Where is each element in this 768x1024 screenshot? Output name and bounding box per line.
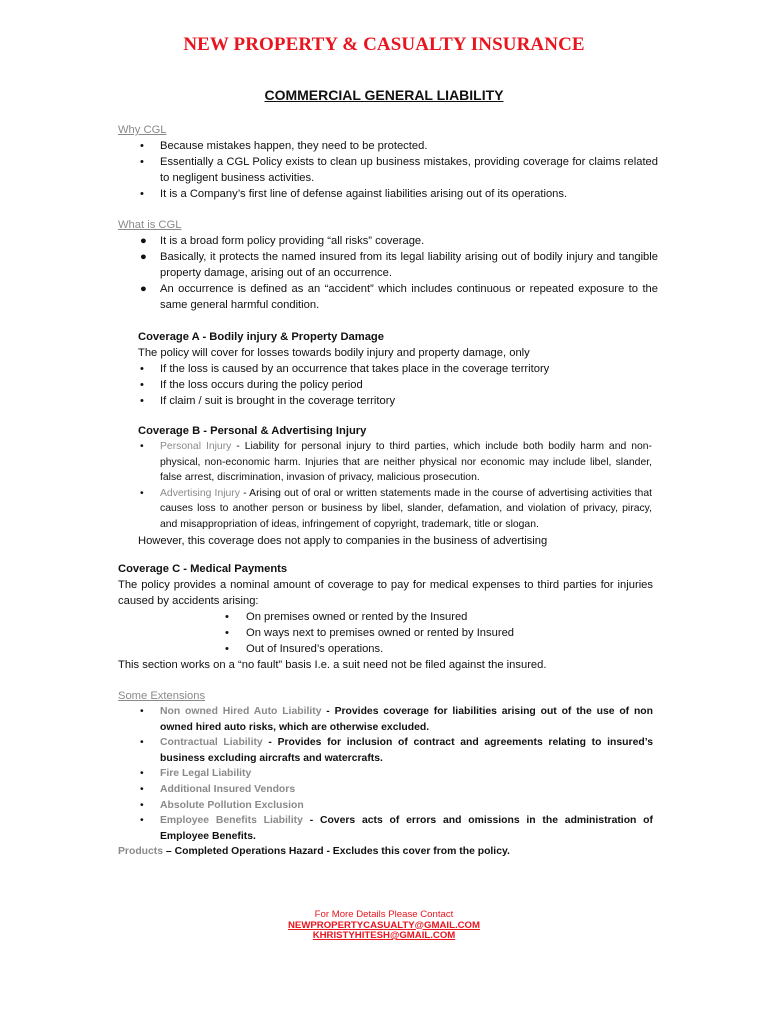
coverage-b-list	[138, 439, 652, 533]
list-item: • If the loss occurs during the policy period	[140, 379, 363, 391]
bullet-icon: •	[225, 611, 229, 623]
bullet-icon: •	[140, 487, 144, 499]
company-title: NEW PROPERTY & CASUALTY INSURANCE	[183, 34, 585, 55]
list-item	[118, 798, 653, 814]
bullet-icon: •	[140, 188, 144, 200]
bullet-icon: •	[140, 379, 144, 391]
list-item: ● An occurrence is defined as an “accident” which includes continuous or repeated exposure to the same general harmful condition.	[140, 283, 658, 311]
list-item: • It is a Company’s first line of defense against liabilities arising out of its operations.	[140, 188, 568, 200]
coverage-c-intro: The policy provides a nominal amount of coverage to pay for medical expenses to third parties for injuries caused by accidents arising:	[118, 579, 653, 607]
extension-term: Absolute Pollution Exclusion	[160, 799, 304, 811]
what-is-cgl-heading: What is CGL	[118, 219, 182, 231]
list-item: • Personal Injury - Liability for personal injury to third parties, which include both bodily harm and non-physical, non-economic harm. Injuries that are neither physical nor economic may include libel, slander, false arrest, discrimination, invasion of privacy, malicious prosecution.	[140, 441, 652, 484]
bullet-icon: •	[140, 768, 144, 780]
document-title: COMMERCIAL GENERAL LIABILITY	[264, 87, 504, 103]
list-item: • Essentially a CGL Policy exists to clean up business mistakes, providing coverage for claims related to negligent business activities.	[140, 156, 658, 184]
list-item: • Employee Benefits Liability - Covers acts of errors and omissions in the administration of Employee Benefits.	[140, 815, 653, 842]
list-item: • Contractual Liability - Provides for inclusion of contract and agreements relating to insured’s business excluding aircrafts and watercrafts.	[140, 737, 653, 764]
bullet-icon: •	[140, 783, 144, 795]
bullet-icon: ●	[140, 235, 147, 247]
bullet-icon: •	[140, 799, 144, 811]
extension-term: Non owned Hired Auto Liability	[160, 706, 322, 717]
bullet-icon: •	[140, 441, 144, 452]
why-cgl-heading: Why CGL	[118, 124, 167, 136]
extension-term: Additional Insured Vendors	[160, 783, 296, 795]
coverage-c-section	[118, 561, 653, 673]
coverage-a-list	[138, 361, 652, 409]
coverage-b-section	[138, 423, 652, 549]
list-item: • If the loss is caused by an occurrence that takes place in the coverage territory	[140, 363, 550, 375]
list-item: • Non owned Hired Auto Liability - Provides coverage for liabilities arising out of the use of non owned hired auto risks, which are otherwise excluded.	[140, 706, 653, 733]
extensions-heading: Some Extensions	[118, 690, 206, 702]
bullet-icon: ●	[140, 251, 147, 263]
bullet-icon: •	[140, 140, 144, 152]
bullet-icon: •	[140, 737, 144, 749]
coverage-b-note: However, this coverage does not apply to companies in the business of advertising	[138, 534, 548, 547]
bullet-icon: •	[225, 643, 229, 655]
extension-term: Fire Legal Liability	[160, 768, 252, 780]
bullet-icon: •	[140, 156, 144, 168]
extensions-list	[118, 704, 653, 844]
list-item: ● Basically, it protects the named insured from its legal liability arising out of bodily injury and tangible property damage, arising out of an occurrence.	[140, 251, 658, 279]
coverage-a-section	[138, 329, 652, 409]
products-term: Products	[118, 846, 164, 858]
products-line	[118, 844, 653, 860]
list-item: ● It is a broad form policy providing “all risks” coverage.	[140, 235, 425, 247]
list-item: • On ways next to premises owned or rented by Insured	[225, 627, 515, 639]
bullet-icon: •	[140, 815, 144, 827]
list-item	[118, 782, 653, 798]
email-link-2[interactable]: KHRISTYHITESH@GMAIL.COM	[312, 930, 456, 941]
what-is-cgl-list	[118, 233, 658, 313]
bullet-icon: ●	[140, 283, 147, 295]
list-item: • Because mistakes happen, they need to be protected.	[140, 140, 428, 152]
extension-term: Employee Benefits Liability	[160, 815, 303, 827]
bullet-icon: •	[140, 395, 144, 407]
products-text: – Completed Operations Hazard - Excludes this cover from the policy.	[163, 846, 510, 858]
coverage-c-note: This section works on a “no fault” basis I.e. a suit need not be filed against the insured.	[118, 659, 547, 671]
personal-injury-term: Personal Injury	[160, 441, 232, 452]
contact-footer	[0, 910, 768, 942]
why-cgl-section	[118, 122, 658, 202]
list-item	[118, 766, 653, 782]
bullet-icon: •	[225, 627, 229, 639]
extension-term: Contractual Liability	[160, 737, 263, 749]
coverage-b-heading: Coverage B - Personal & Advertising Injury	[138, 425, 367, 437]
what-is-cgl-section	[118, 217, 658, 313]
contact-line: For More Details Please Contact	[314, 909, 454, 920]
advertising-injury-term: Advertising Injury	[160, 487, 240, 499]
extensions-section	[118, 688, 653, 860]
bullet-icon: •	[140, 363, 144, 375]
coverage-c-heading: Coverage C - Medical Payments	[118, 563, 288, 575]
coverage-c-list	[118, 609, 653, 657]
coverage-a-intro: The policy will cover for losses towards bodily injury and property damage, only	[138, 347, 530, 359]
list-item: • Out of Insured’s operations.	[225, 643, 384, 655]
why-cgl-list	[118, 138, 658, 202]
bullet-icon: •	[140, 706, 144, 717]
coverage-a-heading: Coverage A - Bodily injury & Property Damage	[138, 331, 384, 343]
list-item: • On premises owned or rented by the Insured	[225, 611, 468, 623]
list-item: • If claim / suit is brought in the coverage territory	[140, 395, 396, 407]
email-link-1[interactable]: NEWPROPERTYCASUALTY@GMAIL.COM	[288, 919, 480, 931]
list-item: • Advertising Injury - Arising out of oral or written statements made in the course of advertising activities that causes loss to another person or business by libel, slander, defamation, and violation of privacy, piracy, and misappropriation of ideas, infringement of copyright, trademark, title or slogan.	[140, 487, 652, 530]
